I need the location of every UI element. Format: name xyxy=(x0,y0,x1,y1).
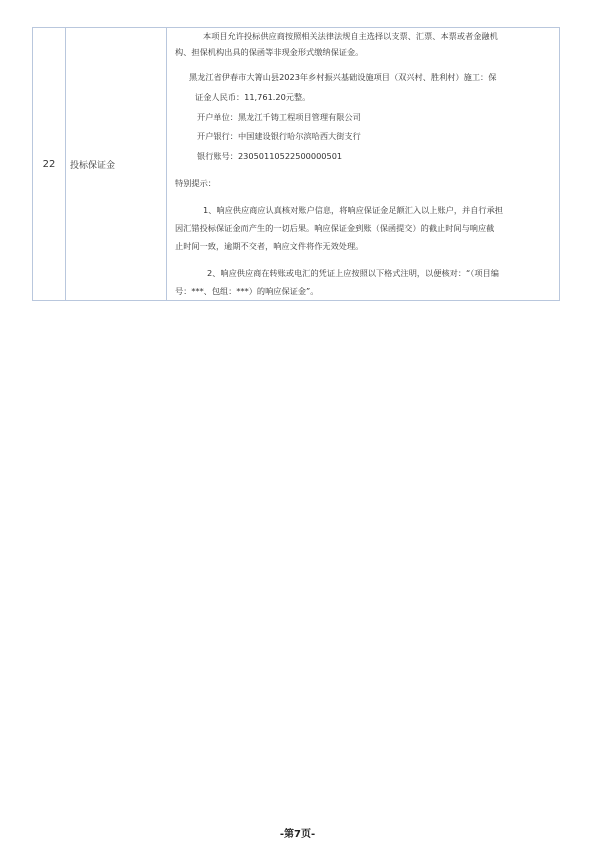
content-line: 2、响应供应商在转账或电汇的凭证上应按照以下格式注明，以便核对：“（项目编 xyxy=(207,268,499,278)
row-number: 22 xyxy=(42,158,56,170)
page-number: -第7页- xyxy=(279,829,316,840)
item-content xyxy=(167,28,559,300)
bid-bond-table xyxy=(32,27,560,301)
content-line: 因汇错投标保证金而产生的一切后果。响应保证金到账（保函提交）的截止时间与响应截 xyxy=(175,223,495,233)
content-line: 开户银行：中国建设银行哈尔滨哈西大街支行 xyxy=(197,131,361,141)
content-line: 1、响应供应商应认真核对账户信息，将响应保证金足额汇入以上账户，并自行承担 xyxy=(203,205,503,215)
content-line: 止时间一致，逾期不交者，响应文件将作无效处理。 xyxy=(175,241,364,251)
content-line: 特别提示： xyxy=(175,178,216,188)
content-line: 银行账号：23050110522500000501 xyxy=(197,151,343,161)
content-line: 证金人民币：11,761.20元整。 xyxy=(195,92,311,102)
content-line: 黑龙江省伊春市大箐山县2023年乡村振兴基础设施项目（双兴村、胜利村）施工：保 xyxy=(189,72,497,82)
content-line: 构、担保机构出具的保函等非现金形式缴纳保证金。 xyxy=(175,47,364,57)
content-line: 号：***、包组：***）的响应保证金”。 xyxy=(175,286,319,296)
content-line: 本项目允许投标供应商按照相关法律法规自主选择以支票、汇票、本票或者金融机 xyxy=(203,31,498,41)
item-name: 投标保证金 xyxy=(70,160,116,171)
content-line: 开户单位：黑龙江千铸工程项目管理有限公司 xyxy=(197,112,361,122)
